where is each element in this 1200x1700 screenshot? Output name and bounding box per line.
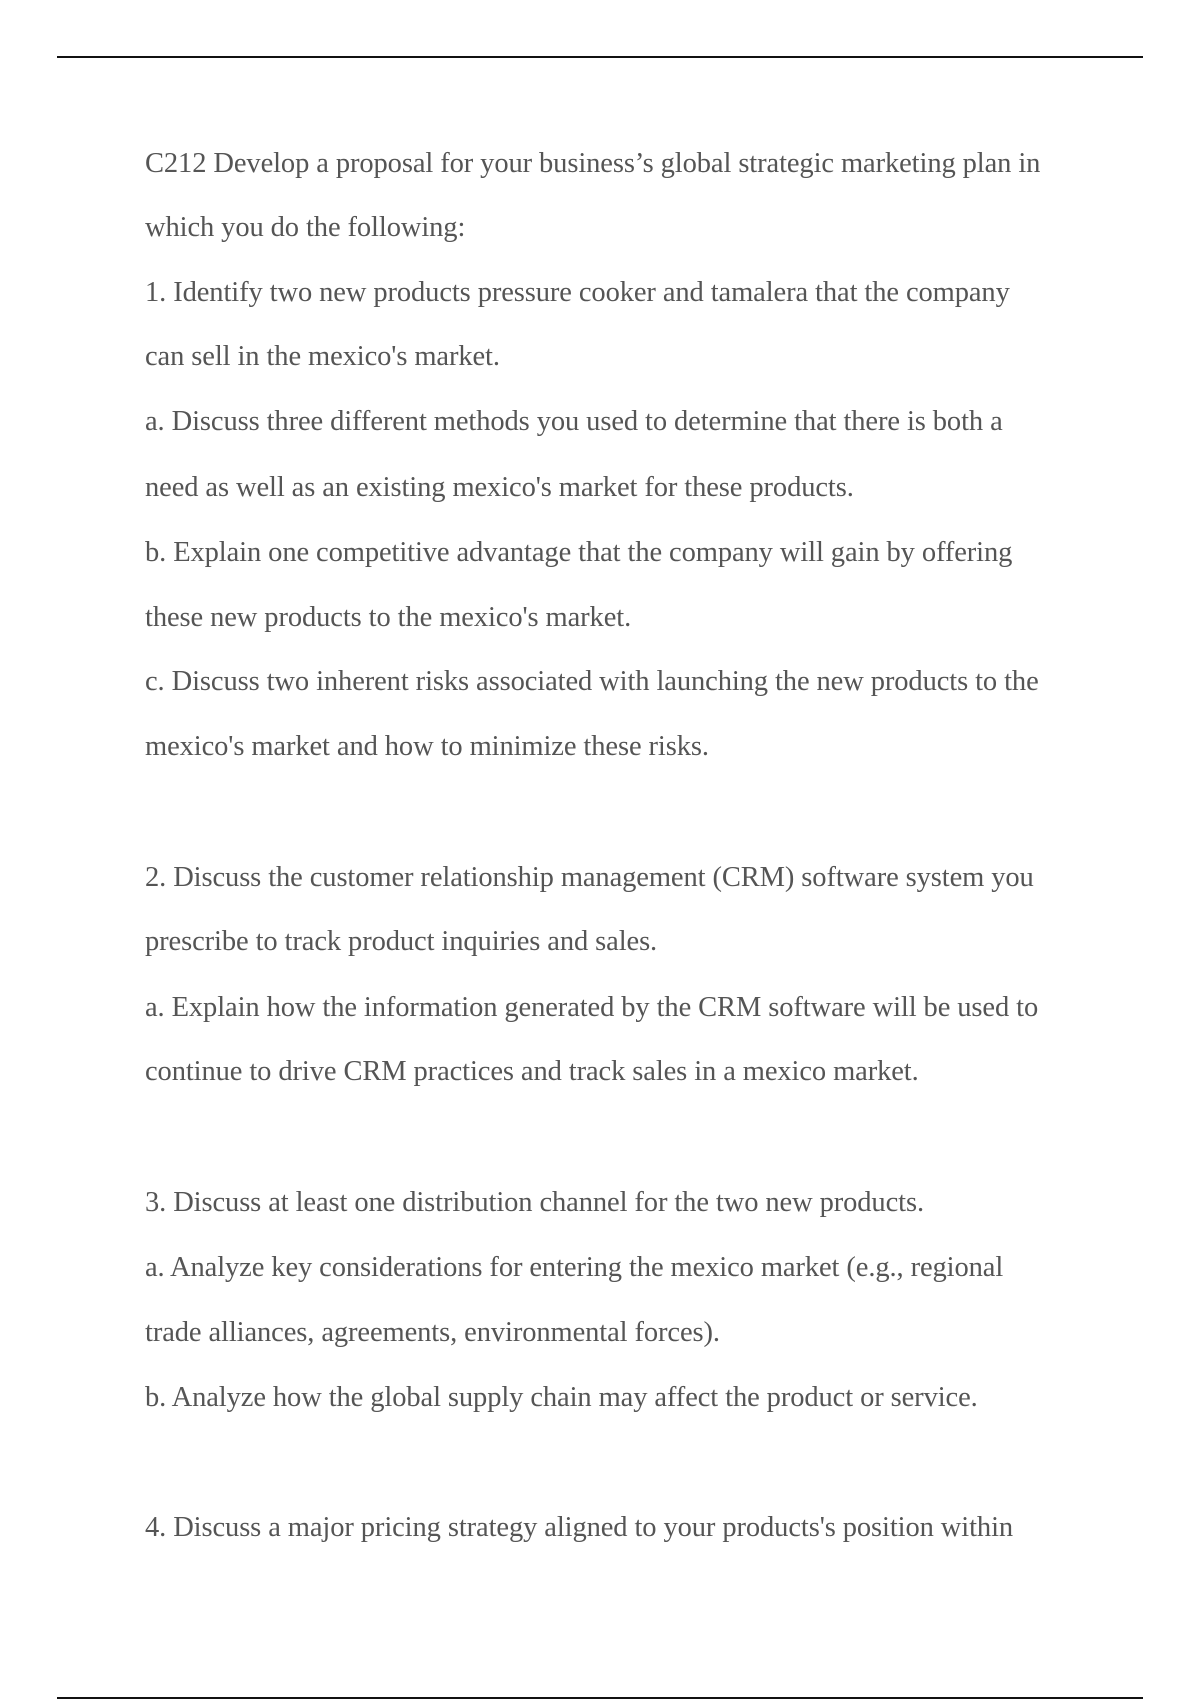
intro-line-1: C212 Develop a proposal for your business’s global strategic marketing plan in: [145, 148, 1041, 179]
item-2-line-1: 2. Discuss the customer relationship management (CRM) software system you: [145, 862, 1034, 893]
item-1a-line-1: a. Discuss three different methods you used to determine that there is both a: [145, 406, 1003, 437]
header-rule: [57, 56, 1143, 58]
item-3-line-1: 3. Discuss at least one distribution channel for the two new products.: [145, 1187, 924, 1218]
item-3b-line-1: b. Analyze how the global supply chain may affect the product or service.: [145, 1382, 978, 1413]
item-1-line-1: 1. Identify two new products pressure cooker and tamalera that the company: [145, 277, 1010, 308]
intro-line-2: which you do the following:: [145, 212, 466, 243]
item-3a-line-1: a. Analyze key considerations for entering the mexico market (e.g., regional: [145, 1252, 1004, 1283]
item-1c-line-2: mexico's market and how to minimize these risks.: [145, 731, 709, 762]
item-1a-line-2: need as well as an existing mexico's market for these products.: [145, 472, 854, 503]
item-1c-line-1: c. Discuss two inherent risks associated with launching the new products to the: [145, 666, 1039, 697]
footer-rule: [57, 1697, 1143, 1699]
item-1-line-2: can sell in the mexico's market.: [145, 341, 500, 372]
item-2-line-2: prescribe to track product inquiries and sales.: [145, 926, 658, 957]
item-2a-line-1: a. Explain how the information generated by the CRM software will be used to: [145, 992, 1039, 1023]
item-1b-line-1: b. Explain one competitive advantage that the company will gain by offering: [145, 537, 1013, 568]
item-2a-line-2: continue to drive CRM practices and track sales in a mexico market.: [145, 1056, 919, 1087]
item-4-line-1: 4. Discuss a major pricing strategy aligned to your products's position within: [145, 1512, 1014, 1543]
item-3a-line-2: trade alliances, agreements, environmental forces).: [145, 1317, 720, 1348]
item-1b-line-2: these new products to the mexico's market.: [145, 602, 632, 633]
